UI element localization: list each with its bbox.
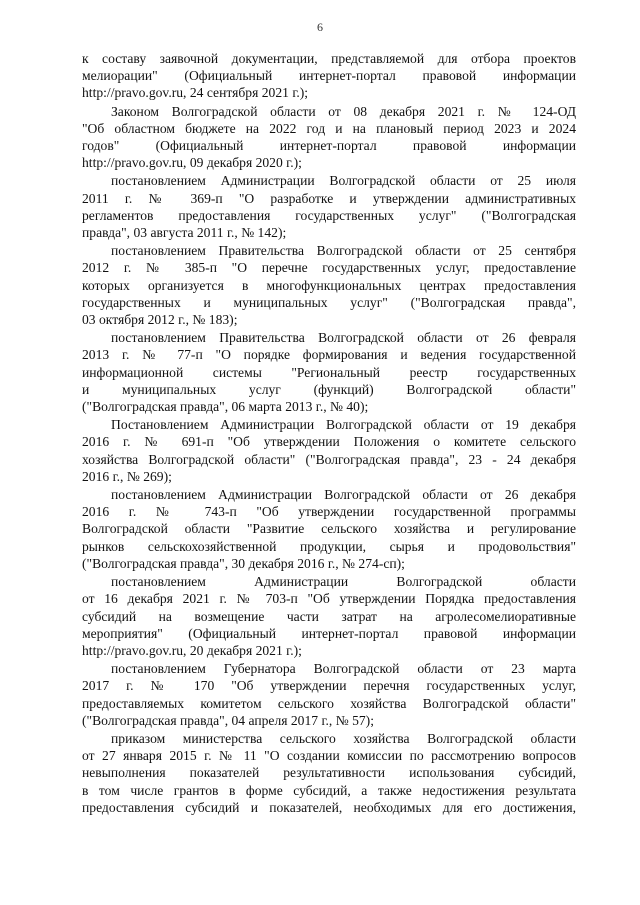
paragraph-law-124-od [82, 103, 576, 172]
paragraph-pravo-sep-2021 [82, 50, 576, 102]
text-line: правда", 03 августа 2011 г., № 142); [82, 225, 287, 241]
text-line: Волгоградской области "Развитие сельского хозяйства и регулирование [82, 521, 576, 537]
text-line: 2011 г. № 369-п "О разработке и утверждении административных [82, 190, 576, 206]
paragraph-decree-703-p [82, 573, 576, 659]
text-line: постановлением Правительства Волгоградской области от 26 февраля [111, 330, 576, 346]
text-line: 03 октября 2012 г., № 183); [82, 312, 238, 328]
text-line: информационной системы "Региональный реестр государственных [82, 364, 576, 380]
text-line: "Об областном бюджете на 2022 год и на плановый период 2023 и 2024 [82, 120, 576, 136]
text-line: 2016 г. № 691-п "Об утверждении Положения о комитете сельского [82, 434, 576, 450]
text-line: постановлением Губернатора Волгоградской области от 23 марта [111, 661, 576, 677]
text-line: предоставления субсидий и показателей, необходимых для его достижения, [82, 799, 576, 815]
paragraph-decree-691-p [82, 416, 576, 485]
text-line: ("Волгоградская правда", 30 декабря 2016 г., № 274-сп); [82, 555, 405, 571]
text-line: постановлением Администрации Волгоградской области от 25 июля [111, 173, 576, 189]
text-line: регламентов предоставления государственных услуг" ("Волгоградская [82, 207, 576, 223]
text-line: мелиорации" (Официальный интернет-портал правовой информации [82, 68, 576, 84]
text-line: которых организуется в многофункциональных центрах предоставления [82, 277, 576, 293]
text-line: постановлением Администрации Волгоградской области [111, 574, 576, 590]
text-line: 2013 г. № 77-п "О порядке формирования и ведения государственной [82, 347, 576, 363]
text-line: невыполнения показателей результативности использования субсидий, [82, 765, 576, 781]
text-line: субсидий на возмещение части затрат на агролесомелиоративные [82, 608, 576, 624]
paragraph-order-11 [82, 730, 576, 816]
text-line: к составу заявочной документации, представляемой для отбора проектов [82, 51, 576, 66]
text-line: от 27 января 2015 г. № 11 "О создании комиссии по рассмотрению вопросов [82, 748, 576, 764]
text-line: государственных и муниципальных услуг" ("Волгоградская правда", [82, 294, 576, 310]
text-line: хозяйства Волгоградской области" ("Волгоградская правда", 23 - 24 декабря [82, 451, 576, 467]
text-line: годов" (Официальный интернет-портал правовой информации [82, 138, 576, 154]
paragraph-decree-77-p [82, 329, 576, 415]
text-line: 2016 г. № 743-п "Об утверждении государственной программы [82, 504, 576, 520]
text-line: http://pravo.gov.ru, 20 декабря 2021 г.); [82, 642, 302, 658]
text-line: от 16 декабря 2021 г. № 703-п "Об утверждении Порядка предоставления [82, 591, 576, 607]
text-line: 2012 г. № 385-п "О перечне государственных услуг, предоставление [82, 260, 576, 276]
paragraph-decree-743-p [82, 486, 576, 572]
text-line: постановлением Администрации Волгоградской области от 26 декабря [111, 487, 576, 503]
text-line: http://pravo.gov.ru, 24 сентября 2021 г.); [82, 85, 309, 101]
text-line: и муниципальных услуг (функций) Волгоградской области" [82, 381, 576, 397]
text-line: 2017 г. № 170 "Об утверждении перечня государственных услуг, [82, 678, 576, 694]
paragraph-decree-385-p [82, 242, 576, 328]
text-line: ("Волгоградская правда", 04 апреля 2017 г., № 57); [82, 712, 374, 728]
text-line: 2016 г., № 269); [82, 468, 172, 484]
text-line: Постановлением Администрации Волгоградской области от 19 декабря [111, 417, 576, 433]
text-line: http://pravo.gov.ru, 09 декабря 2020 г.); [82, 155, 302, 171]
document-body [82, 50, 576, 817]
text-line: в том числе грантов в форме субсидий, а также недостижения результата [82, 782, 576, 798]
text-line: приказом министерства сельского хозяйства Волгоградской области [111, 730, 576, 746]
paragraph-governor-170 [82, 660, 576, 729]
text-line: постановлением Правительства Волгоградской области от 25 сентября [111, 243, 576, 259]
text-line: ("Волгоградская правда", 06 марта 2013 г., № 40); [82, 399, 369, 415]
text-line: предоставляемых комитетом сельского хозяйства Волгоградской области" [82, 695, 576, 711]
text-line: Законом Волгоградской области от 08 декабря 2021 г. № 124-ОД [111, 103, 576, 119]
text-line: рынков сельскохозяйственной продукции, сырья и продовольствия" [82, 538, 576, 554]
page-number: 6 [317, 20, 323, 34]
paragraph-decree-369-p [82, 172, 576, 241]
text-line: мероприятия" (Официальный интернет-портал правовой информации [82, 625, 576, 641]
